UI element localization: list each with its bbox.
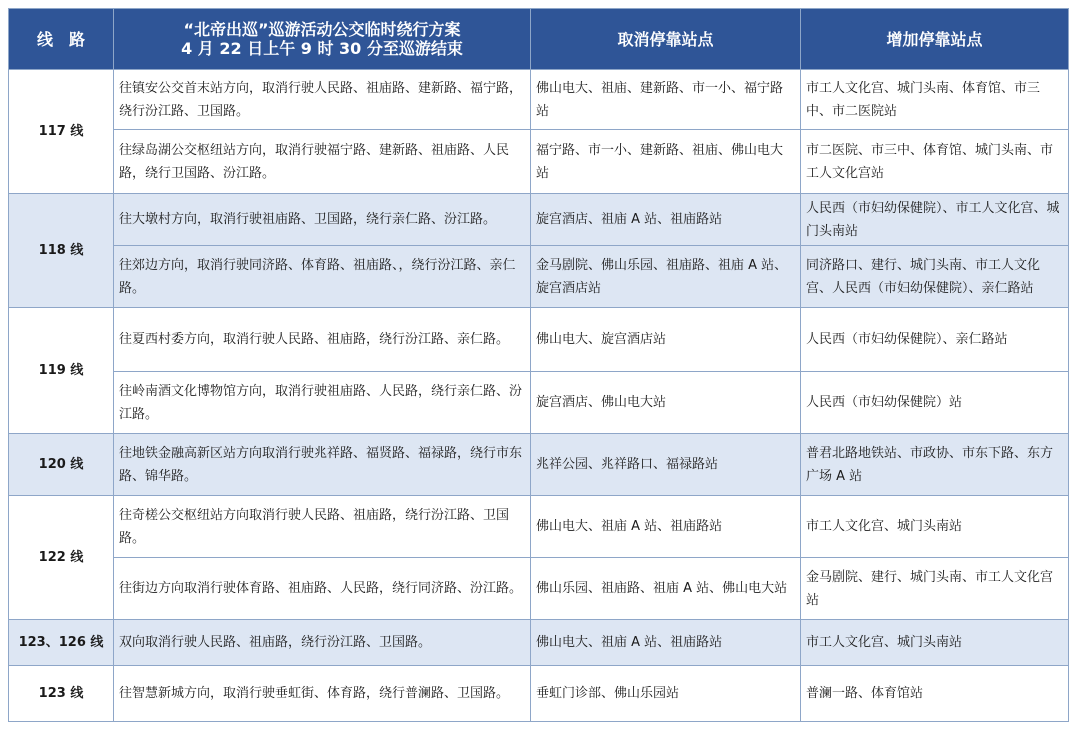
added-stops: 人民西（市妇幼保健院）、市工人文化宫、城门头南站 — [801, 194, 1069, 246]
cancelled-stops: 佛山电大、祖庙、建新路、市一小、福宁路站 — [531, 70, 801, 130]
detour-plan: 往夏西村委方向，取消行驶人民路、祖庙路，绕行汾江路、亲仁路。 — [114, 308, 531, 372]
table-row — [9, 434, 1069, 496]
route-number: 123、126 线 — [9, 620, 114, 666]
header-plan-line1: “北帝出巡”巡游活动公交临时绕行方案 — [183, 20, 461, 39]
detour-plan: 往郊边方向，取消行驶同济路、体育路、祖庙路、，绕行汾江路、亲仁路。 — [114, 246, 531, 308]
table-row — [9, 558, 1069, 620]
bus-detour-table — [8, 8, 1069, 722]
cancelled-stops: 佛山电大、祖庙 A 站、祖庙路站 — [531, 620, 801, 666]
table-row — [9, 666, 1069, 722]
detour-plan: 往智慧新城方向，取消行驶垂虹街、体育路，绕行普澜路、卫国路。 — [114, 666, 531, 722]
table-header-row — [9, 9, 1069, 70]
cancelled-stops: 金马剧院、佛山乐园、祖庙路、祖庙 A 站、旋宫酒店站 — [531, 246, 801, 308]
table-row — [9, 620, 1069, 666]
table-body — [9, 70, 1069, 722]
detour-plan: 往大墩村方向，取消行驶祖庙路、卫国路，绕行亲仁路、汾江路。 — [114, 194, 531, 246]
added-stops: 普君北路地铁站、市政协、市东下路、东方广场 A 站 — [801, 434, 1069, 496]
header-route: 线 路 — [9, 9, 114, 70]
cancelled-stops: 旋宫酒店、佛山电大站 — [531, 372, 801, 434]
added-stops: 市二医院、市三中、体育馆、城门头南、市工人文化宫站 — [801, 130, 1069, 194]
route-number: 118 线 — [9, 194, 114, 308]
added-stops: 市工人文化宫、城门头南、体育馆、市三中、市二医院站 — [801, 70, 1069, 130]
table-row — [9, 194, 1069, 246]
route-number: 123 线 — [9, 666, 114, 722]
cancelled-stops: 兆祥公园、兆祥路口、福禄路站 — [531, 434, 801, 496]
route-number: 120 线 — [9, 434, 114, 496]
route-number: 117 线 — [9, 70, 114, 194]
header-cancelled: 取消停靠站点 — [531, 9, 801, 70]
added-stops: 市工人文化宫、城门头南站 — [801, 496, 1069, 558]
cancelled-stops: 垂虹门诊部、佛山乐园站 — [531, 666, 801, 722]
table-row — [9, 496, 1069, 558]
added-stops: 人民西（市妇幼保健院）站 — [801, 372, 1069, 434]
cancelled-stops: 佛山电大、旋宫酒店站 — [531, 308, 801, 372]
added-stops: 金马剧院、建行、城门头南、市工人文化宫站 — [801, 558, 1069, 620]
detour-plan: 往奇槎公交枢纽站方向取消行驶人民路、祖庙路，绕行汾江路、卫国路。 — [114, 496, 531, 558]
detour-plan: 双向取消行驶人民路、祖庙路，绕行汾江路、卫国路。 — [114, 620, 531, 666]
route-number: 119 线 — [9, 308, 114, 434]
route-number: 122 线 — [9, 496, 114, 620]
added-stops: 市工人文化宫、城门头南站 — [801, 620, 1069, 666]
cancelled-stops: 佛山乐园、祖庙路、祖庙 A 站、佛山电大站 — [531, 558, 801, 620]
cancelled-stops: 佛山电大、祖庙 A 站、祖庙路站 — [531, 496, 801, 558]
table-row — [9, 246, 1069, 308]
header-plan-line2: 4 月 22 日上午 9 时 30 分至巡游结束 — [181, 39, 463, 58]
detour-plan: 往镇安公交首末站方向，取消行驶人民路、祖庙路、建新路、福宁路，绕行汾江路、卫国路。 — [114, 70, 531, 130]
cancelled-stops: 旋宫酒店、祖庙 A 站、祖庙路站 — [531, 194, 801, 246]
detour-plan: 往岭南酒文化博物馆方向，取消行驶祖庙路、人民路，绕行亲仁路、汾江路。 — [114, 372, 531, 434]
detour-plan: 往地铁金融高新区站方向取消行驶兆祥路、福贤路、福禄路，绕行市东路、锦华路。 — [114, 434, 531, 496]
table-row — [9, 70, 1069, 130]
added-stops: 人民西（市妇幼保健院）、亲仁路站 — [801, 308, 1069, 372]
cancelled-stops: 福宁路、市一小、建新路、祖庙、佛山电大站 — [531, 130, 801, 194]
detour-plan: 往街边方向取消行驶体育路、祖庙路、人民路，绕行同济路、汾江路。 — [114, 558, 531, 620]
header-plan — [114, 9, 531, 70]
table-row — [9, 308, 1069, 372]
header-added: 增加停靠站点 — [801, 9, 1069, 70]
added-stops: 同济路口、建行、城门头南、市工人文化宫、人民西（市妇幼保健院）、亲仁路站 — [801, 246, 1069, 308]
table-row — [9, 130, 1069, 194]
added-stops: 普澜一路、体育馆站 — [801, 666, 1069, 722]
detour-plan: 往绿岛湖公交枢纽站方向，取消行驶福宁路、建新路、祖庙路、人民路，绕行卫国路、汾江路。 — [114, 130, 531, 194]
table-row — [9, 372, 1069, 434]
